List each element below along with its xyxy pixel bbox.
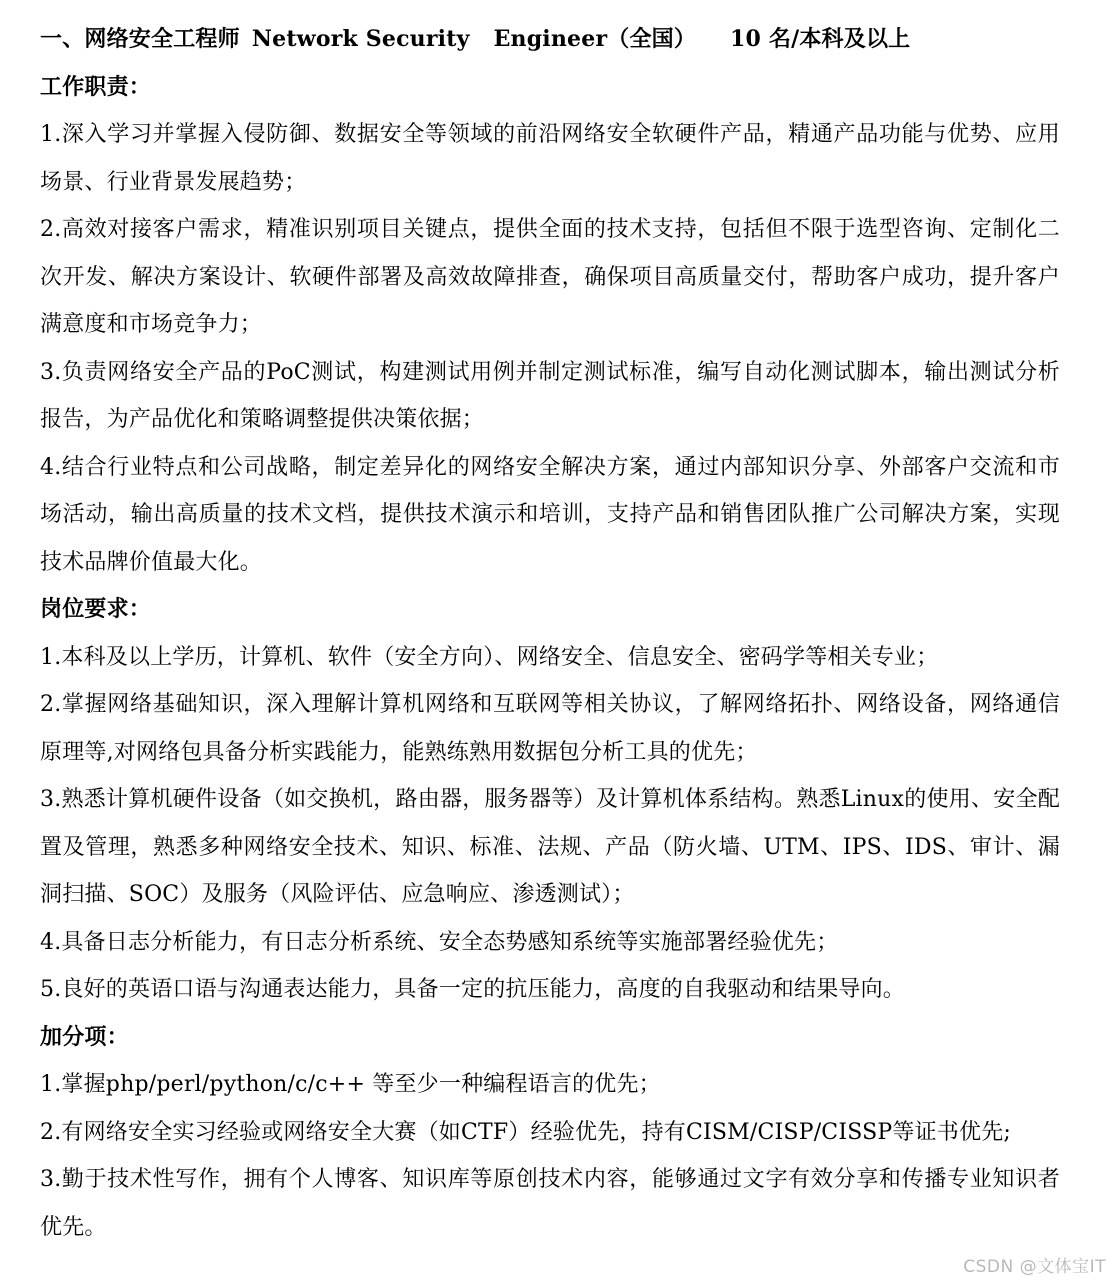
requirement-item: 4.具备日志分析能力，有日志分析系统、安全态势感知系统等实施部署经验优先； xyxy=(40,929,839,955)
job-title xyxy=(40,16,1060,64)
job-headcount: 10 名/本科及以上 xyxy=(730,26,911,52)
csdn-watermark: CSDN @文体宝IT xyxy=(963,1257,1106,1277)
requirement-item: 1.本科及以上学历，计算机、软件（安全方向）、网络安全、信息安全、密码学等相关专业； xyxy=(40,644,939,670)
duty-item: 1.深入学习并掌握入侵防御、数据安全等领域的前沿网络安全软硬件产品，精通产品功能与优势、应用场景、行业背景发展趋势； xyxy=(40,122,1060,195)
job-posting-document xyxy=(40,16,1060,1251)
bonus-item: 3.勤于技术性写作，拥有个人博客、知识库等原创技术内容，能够通过文字有效分享和传播专业知识者优先。 xyxy=(40,1167,1060,1240)
job-title-prefix: 一、网络安全工程师 xyxy=(40,26,240,52)
duty-item: 4.结合行业特点和公司战略，制定差异化的网络安全解决方案，通过内部知识分享、外部客户交流和市场活动，输出高质量的技术文档，提供技术演示和培训，支持产品和销售团队推广公司解决方案，实现技术品牌价值最大化。 xyxy=(40,454,1060,575)
job-title-english: Network Security xyxy=(251,26,470,52)
duty-item: 2.高效对接客户需求，精准识别项目关键点，提供全面的技术支持，包括但不限于选型咨询、定制化二次开发、解决方案设计、软硬件部署及高效故障排查，确保项目高质量交付，帮助客户成功，提升客户满意度和市场竞争力； xyxy=(40,217,1060,337)
bonus-item: 1.掌握php/perl/python/c/c++ 等至少一种编程语言的优先； xyxy=(40,1072,661,1097)
requirement-item: 5.良好的英语口语与沟通表达能力，具备一定的抗压能力，高度的自我驱动和结果导向。 xyxy=(40,977,905,1002)
bonus-item: 2.有网络安全实习经验或网络安全大赛（如CTF）经验优先，持有CISM/CISP/CISSP等证书优先; xyxy=(40,1119,1012,1145)
bonus-heading: 加分项： xyxy=(40,1023,129,1050)
requirements-heading: 岗位要求： xyxy=(40,596,152,622)
requirement-item: 2.掌握网络基础知识，深入理解计算机网络和互联网等相关协议，了解网络拓扑、网络设备，网络通信原理等,对网络包具备分析实践能力，能熟练熟用数据包分析工具的优先； xyxy=(40,692,1060,765)
job-title-english-2: Engineer（全国） xyxy=(493,26,697,52)
duties-heading: 工作职责： xyxy=(40,73,152,100)
duty-item: 3.负责网络安全产品的PoC测试，构建测试用例并制定测试标准，编写自动化测试脚本，输出测试分析报告，为产品优化和策略调整提供决策依据； xyxy=(40,359,1060,432)
requirement-item: 3.熟悉计算机硬件设备（如交换机，路由器，服务器等）及计算机体系结构。熟悉Linux的使用、安全配置及管理，熟悉多种网络安全技术、知识、标准、法规、产品（防火墙、UTM、IPS、IDS、审计、漏洞扫描、SOC）及服务（风险评估、应急响应、渗透测试）； xyxy=(40,787,1060,907)
